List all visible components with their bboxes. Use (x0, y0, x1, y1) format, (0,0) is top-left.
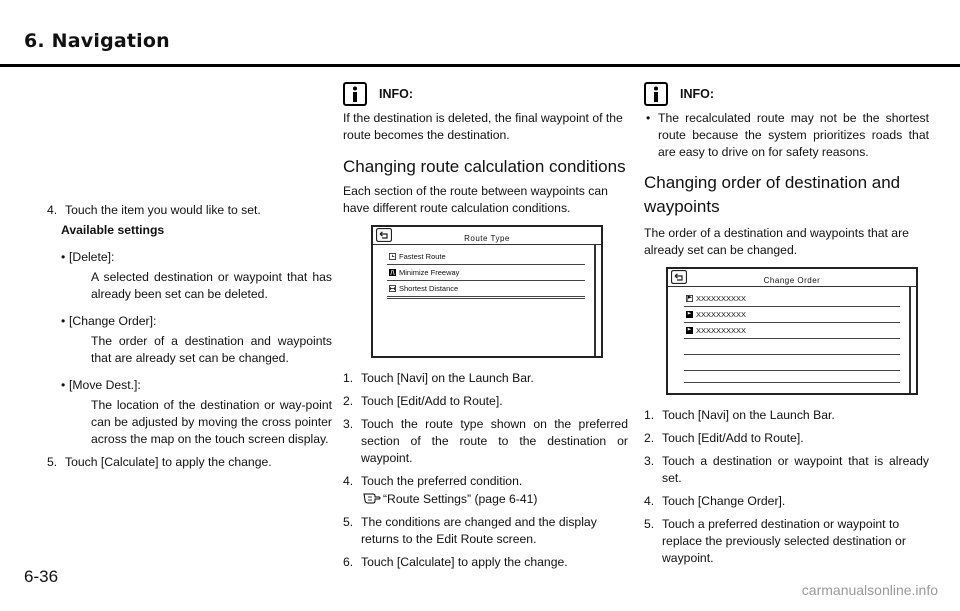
waypoint-list (684, 291, 900, 383)
freeway-icon (389, 269, 396, 276)
bullet-description: The location of the destination or way-point can be adjusted by moving the cross pointer across the map on the touch screen display. (91, 398, 332, 446)
step-item (47, 202, 332, 219)
flag-icon (686, 311, 693, 318)
step-item (644, 516, 929, 567)
step-text: Touch [Navi] on the Launch Bar. (662, 408, 835, 422)
step-text: Touch [Calculate] to apply the change. (65, 455, 272, 469)
info-icon (644, 82, 668, 106)
step-number: 3. (343, 417, 354, 431)
step-item (644, 430, 929, 447)
step-item (343, 554, 628, 571)
reference-hand-icon (363, 491, 381, 505)
step-text: Touch [Navi] on the Launch Bar. (361, 371, 534, 385)
waypoint-item[interactable] (684, 291, 900, 307)
info-title: INFO: (680, 87, 715, 101)
screen-scrollbar (594, 245, 596, 356)
section-heading: Changing order of destination and waypoints (644, 173, 901, 216)
step-number: 5. (47, 455, 58, 469)
bullet-delete (47, 249, 332, 303)
step-item (343, 416, 628, 467)
info-text: If the destination is deleted, the final waypoint of the route becomes the destination. (343, 111, 623, 142)
bullet-label: [Delete]: (69, 250, 115, 264)
bullet-move-dest (47, 377, 332, 448)
cross-reference[interactable] (343, 491, 628, 508)
bullet-description: A selected destination or waypoint that has already been set can be deleted. (91, 270, 332, 301)
bullet-label: [Move Dest.]: (69, 378, 141, 392)
info-box (343, 82, 628, 106)
empty-row (387, 297, 585, 299)
change-order-screen (666, 267, 918, 395)
empty-row (684, 339, 900, 355)
waypoint-item[interactable] (684, 307, 900, 323)
step-text: Touch a destination or waypoint that is already set. (662, 454, 929, 485)
available-settings-label: Available settings (61, 223, 165, 237)
step-number: 1. (644, 408, 655, 422)
step-text: The conditions are changed and the display returns to the Edit Route screen. (361, 515, 597, 546)
route-option-label: Shortest Distance (399, 283, 459, 293)
step-item (644, 453, 929, 487)
step-number: 4. (343, 474, 354, 488)
reference-text: “Route Settings” (page 6-41) (383, 492, 538, 506)
route-option-label: Fastest Route (399, 251, 446, 261)
step-number: 6. (343, 555, 354, 569)
step-item (343, 473, 628, 490)
step-text: Touch [Edit/Add to Route]. (662, 431, 804, 445)
page-header-title: 6. Navigation (24, 30, 170, 52)
step-item (343, 393, 628, 410)
screen-scrollbar (909, 287, 911, 393)
bullet-dot: • (646, 111, 651, 125)
step-number: 4. (644, 494, 655, 508)
right-column (644, 82, 929, 567)
info-icon (343, 82, 367, 106)
screen-left-strip (373, 245, 383, 356)
waypoint-label: XXXXXXXXXX (696, 309, 747, 319)
route-option-shortest[interactable] (387, 281, 585, 297)
screen-title-bar (373, 227, 601, 245)
step-item (644, 493, 929, 510)
screen-title-bar (668, 269, 916, 287)
middle-column (343, 82, 628, 571)
step-item (644, 407, 929, 424)
step-text: Touch [Calculate] to apply the change. (361, 555, 568, 569)
step-text: Touch [Change Order]. (662, 494, 786, 508)
step-item (47, 454, 332, 471)
info-bullet (644, 110, 929, 161)
bullet-dot: • (61, 378, 66, 392)
screen-title: Change Order (763, 276, 821, 285)
route-option-label: Minimize Freeway (399, 267, 460, 277)
bullet-description: The order of a destination and waypoints that are already set can be changed. (91, 334, 332, 365)
empty-row (684, 371, 900, 383)
step-number: 2. (644, 431, 655, 445)
empty-row (684, 355, 900, 371)
watermark: carmanualsonline.info (801, 582, 938, 598)
step-number: 3. (644, 454, 655, 468)
bullet-change-order (47, 313, 332, 367)
step-text: Touch the item you would like to set. (65, 203, 261, 217)
step-number: 4. (47, 203, 58, 217)
bullet-label: [Change Order]: (69, 314, 157, 328)
route-type-screen (371, 225, 603, 358)
route-type-list (387, 249, 585, 299)
waypoint-label: XXXXXXXXXX (696, 325, 747, 335)
info-bullet-text: The recalculated route may not be the shortest route because the system prioritizes roads that are easy to drive on for safety reasons. (658, 111, 929, 159)
clock-icon (389, 253, 396, 260)
info-box (644, 82, 929, 106)
distance-icon (389, 285, 396, 292)
step-text: Touch the route type shown on the preferred section of the route to the destination or waypoint. (361, 417, 628, 465)
section-intro: The order of a destination and waypoints that are already set can be changed. (644, 226, 909, 257)
step-number: 1. (343, 371, 354, 385)
step-item (343, 514, 628, 548)
waypoint-item[interactable] (684, 323, 900, 339)
section-heading: Changing route calculation conditions (343, 157, 626, 176)
step-number: 2. (343, 394, 354, 408)
header-rule (0, 64, 960, 67)
step-number: 5. (343, 515, 354, 529)
step-text: Touch [Edit/Add to Route]. (361, 394, 503, 408)
step-number: 5. (644, 517, 655, 531)
step-text: Touch the preferred condition. (361, 474, 523, 488)
page-number: 6-36 (24, 567, 59, 586)
screen-title: Route Type (464, 234, 510, 243)
waypoint-label: XXXXXXXXXX (696, 293, 747, 303)
flag-icon (686, 295, 693, 302)
bullet-dot: • (61, 250, 66, 264)
bullet-dot: • (61, 314, 66, 328)
route-option-fastest[interactable] (387, 249, 585, 265)
left-column (47, 196, 332, 471)
flag-icon (686, 327, 693, 334)
info-title: INFO: (379, 87, 414, 101)
step-text: Touch a preferred destination or waypoint to replace the previously selected destination or waypoint. (662, 517, 906, 565)
step-item (343, 370, 628, 387)
route-option-minimize-freeway[interactable] (387, 265, 585, 281)
section-intro: Each section of the route between waypoints can have different route calculation conditions. (343, 184, 608, 215)
